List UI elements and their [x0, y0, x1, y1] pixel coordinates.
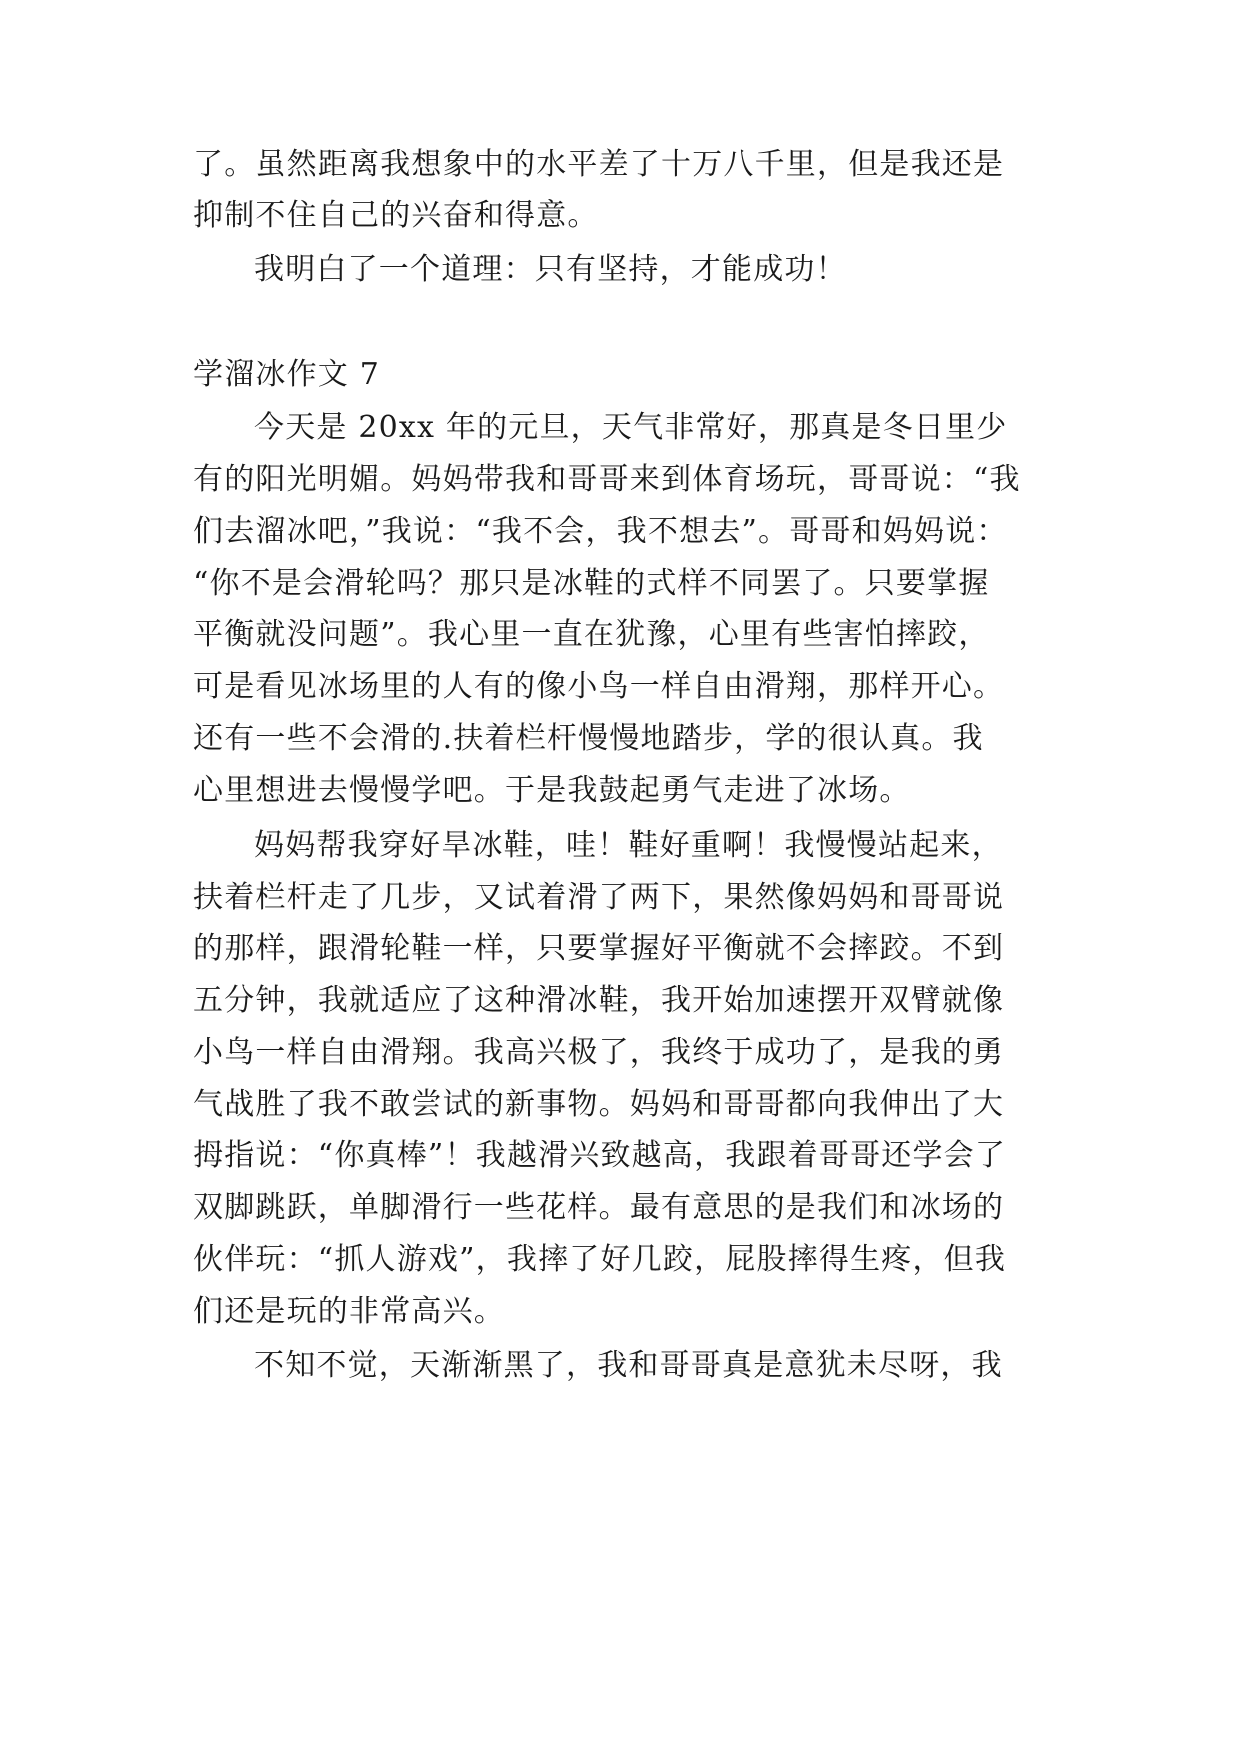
- text-line: 还有一些不会滑的.扶着栏杆慢慢地踏步，学的很认真。我: [193, 721, 984, 756]
- text-line: 心里想进去慢慢学吧。于是我鼓起勇气走进了冰场。: [193, 773, 911, 808]
- text-line: 们还是玩的非常高兴。: [193, 1294, 505, 1329]
- text-line: 了。虽然距离我想象中的水平差了十万八千里，但是我还是: [193, 147, 1005, 182]
- text-line: 有的阳光明媚。妈妈带我和哥哥来到体育场玩，哥哥说：“我: [193, 462, 1021, 497]
- paragraph-start: 今天是 20xx 年的元旦，天气非常好，那真是冬日里少: [254, 410, 1008, 445]
- text-line: 拇指说：“你真棒”！我越滑兴致越高，我跟着哥哥还学会了: [193, 1138, 1007, 1173]
- text-line: 扶着栏杆走了几步，又试着滑了两下，果然像妈妈和哥哥说: [193, 880, 1005, 915]
- text-line: 五分钟，我就适应了这种滑冰鞋，我开始加速摆开双臂就像: [193, 983, 1005, 1018]
- text-line: 平衡就没问题”。我心里一直在犹豫，心里有些害怕摔跤，: [193, 617, 990, 652]
- paragraph-start: 我明白了一个道理：只有坚持，才能成功！: [254, 252, 847, 287]
- text-line: 小鸟一样自由滑翔。我高兴极了，我终于成功了，是我的勇: [193, 1035, 1005, 1070]
- text-line: 气战胜了我不敢尝试的新事物。妈妈和哥哥都向我伸出了大: [193, 1087, 1005, 1122]
- text-line: 抑制不住自己的兴奋和得意。: [193, 198, 599, 233]
- text-line: 可是看见冰场里的人有的像小鸟一样自由滑翔，那样开心。: [193, 669, 1005, 704]
- text-line: 的那样，跟滑轮鞋一样，只要掌握好平衡就不会摔跤。不到: [193, 931, 1005, 966]
- text-line: 伙伴玩：“抓人游戏”，我摔了好几跤，屁股摔得生疼，但我: [193, 1242, 1007, 1277]
- text-line: 们去溜冰吧，”我说：“我不会，我不想去”。哥哥和妈妈说：: [193, 514, 1008, 549]
- paragraph-start: 不知不觉，天渐渐黑了，我和哥哥真是意犹未尽呀，我: [254, 1348, 1003, 1383]
- text-line: “你不是会滑轮吗？那只是冰鞋的式样不同罢了。只要掌握: [193, 566, 990, 601]
- text-line: 双脚跳跃，单脚滑行一些花样。最有意思的是我们和冰场的: [193, 1190, 1005, 1225]
- paragraph-start: 妈妈帮我穿好旱冰鞋，哇！鞋好重啊！我慢慢站起来，: [254, 828, 1003, 863]
- section-heading: 学溜冰作文 7: [193, 357, 381, 392]
